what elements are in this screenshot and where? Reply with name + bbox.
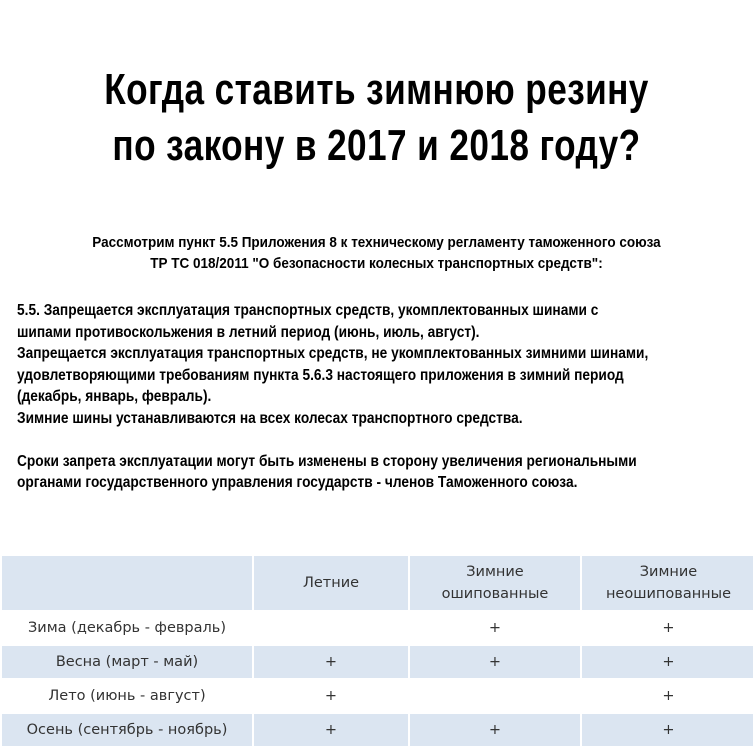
table-row bbox=[2, 714, 753, 746]
table-header-row bbox=[2, 556, 753, 610]
season-cell: Осень (сентябрь - ноябрь) bbox=[2, 714, 252, 746]
intro-paragraph bbox=[38, 232, 716, 274]
paragraph-gap bbox=[17, 429, 743, 451]
studded-cell bbox=[410, 680, 580, 712]
law-line: шипами противоскольжения в летний период (июнь, июль, август). bbox=[17, 323, 480, 341]
header-cell-winter-studless bbox=[582, 556, 753, 610]
season-cell: Зима (декабрь - февраль) bbox=[2, 612, 252, 644]
summer-cell bbox=[254, 612, 408, 644]
season-cell: Лето (июнь - август) bbox=[2, 680, 252, 712]
law-line: Зимние шины устанавливаются на всех колесах транспортного средства. bbox=[17, 409, 523, 427]
header-label: Зимние bbox=[639, 564, 698, 580]
table-row bbox=[2, 612, 753, 644]
season-cell: Весна (март - май) bbox=[2, 646, 252, 678]
studded-cell: + bbox=[410, 646, 580, 678]
studless-cell: + bbox=[582, 646, 753, 678]
tire-schedule-table bbox=[0, 554, 753, 748]
summer-cell: + bbox=[254, 646, 408, 678]
studded-cell: + bbox=[410, 714, 580, 746]
header-cell-summer bbox=[254, 556, 408, 610]
law-line: удовлетворяющими требованиям пункта 5.6.3 настоящего приложения в зимний период bbox=[17, 366, 624, 384]
studless-cell: + bbox=[582, 612, 753, 644]
header-cell-winter-studded bbox=[410, 556, 580, 610]
title-line-2: по закону в 2017 и 2018 году? bbox=[112, 121, 641, 170]
studless-cell: + bbox=[582, 680, 753, 712]
law-text bbox=[17, 300, 743, 494]
studded-cell: + bbox=[410, 612, 580, 644]
header-sublabel: неошипованные bbox=[605, 586, 732, 602]
note-line: Сроки запрета эксплуатации могут быть изменены в сторону увеличения региональными bbox=[17, 452, 637, 470]
law-line: 5.5. Запрещается эксплуатация транспортных средств, укомплектованных шинами с bbox=[17, 302, 599, 319]
title-line-1: Когда ставить зимнюю резину bbox=[104, 65, 649, 114]
page-title bbox=[75, 62, 677, 174]
header-label: Летние bbox=[302, 575, 360, 591]
law-line: (декабрь, январь, февраль). bbox=[17, 388, 212, 405]
intro-line-2: ТР ТС 018/2011 "О безопасности колесных транспортных средств": bbox=[150, 255, 603, 272]
summer-cell: + bbox=[254, 714, 408, 746]
table-row bbox=[2, 646, 753, 678]
summer-cell: + bbox=[254, 680, 408, 712]
table-row bbox=[2, 680, 753, 712]
intro-line-1: Рассмотрим пункт 5.5 Приложения 8 к техническому регламенту таможенного союза bbox=[92, 234, 661, 251]
header-label: Зимние bbox=[466, 564, 524, 580]
header-sublabel: ошипованные bbox=[441, 586, 549, 602]
law-line: Запрещается эксплуатация транспортных средств, не укомплектованных зимними шинами, bbox=[17, 345, 649, 362]
note-line: органами государственного управления государств - членов Таможенного союза. bbox=[17, 474, 578, 491]
header-cell-season bbox=[2, 556, 252, 610]
studless-cell: + bbox=[582, 714, 753, 746]
